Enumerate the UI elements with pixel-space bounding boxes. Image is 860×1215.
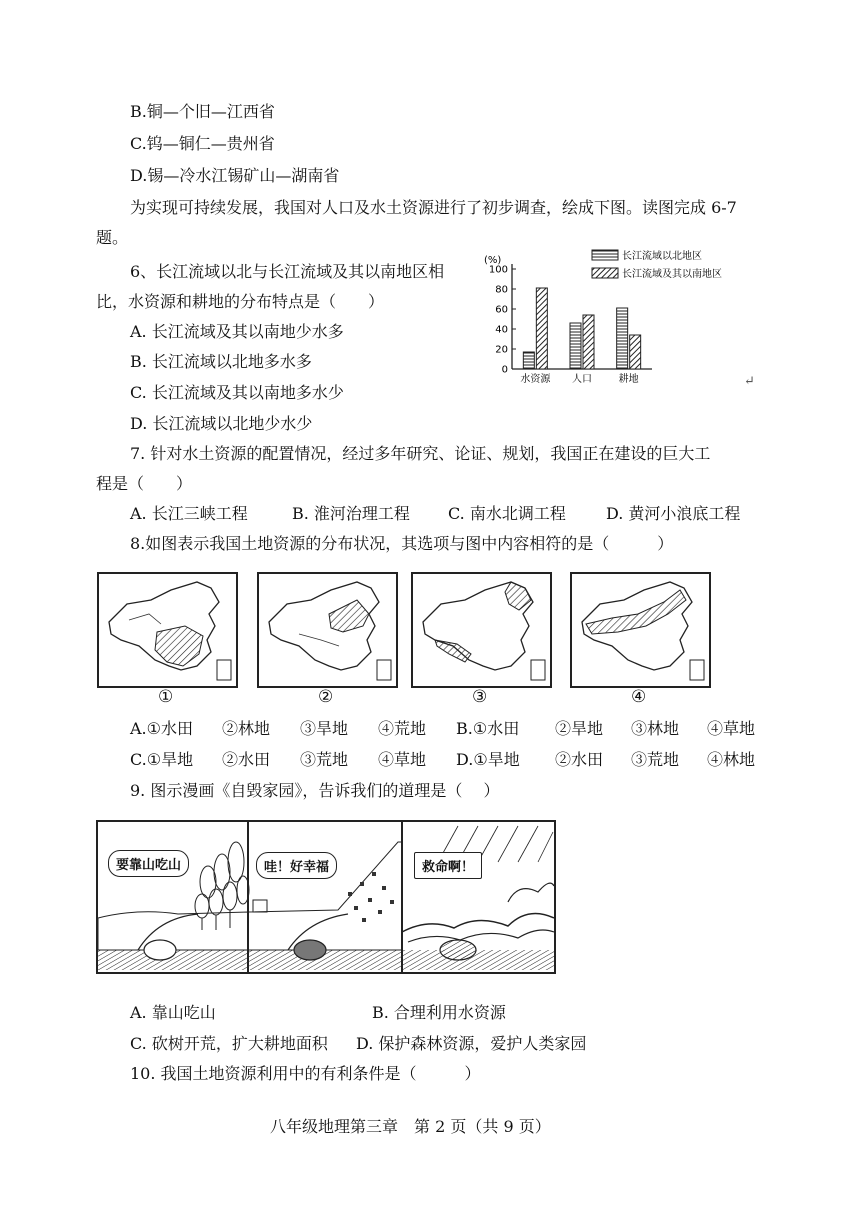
comic-drawing [98,822,554,972]
y-tick-label: 0 [501,364,508,376]
legend-swatch [592,250,618,260]
option-c: C.钨—铜仁—贵州省 [130,134,275,153]
q8-option-c-2: ②水田 [222,750,271,769]
q9-option-c: C. 砍树开荒，扩大耕地面积 [130,1034,328,1053]
q6-stem-2: 比，水资源和耕地的分布特点是（ ） [96,292,385,311]
map-label-4: ④ [631,687,647,707]
legend-label: 长江流域及其以南地区 [622,269,722,280]
bar [536,288,547,369]
y-tick-label: 40 [495,324,508,336]
y-axis-label: (%) [484,255,502,266]
q8-stem: 8.如图表示我国土地资源的分布状况，其选项与图中内容相符的是（ ） [130,534,674,553]
q8-option-b-1: B.①水田 [456,719,520,738]
y-tick-label: 100 [488,264,508,276]
q8-option-b-4: ④草地 [707,719,756,738]
q8-option-a-3: ③旱地 [300,719,349,738]
map-label-3: ③ [472,687,488,707]
intro-text-1: 为实现可持续发展，我国对人口及水土资源进行了初步调查，绘成下图。读图完成 6-7 [130,198,737,217]
legend-label: 长江流域以北地区 [622,251,702,262]
bar [570,323,581,369]
q7-option-d: D. 黄河小浪底工程 [606,504,741,523]
q8-option-c-3: ③荒地 [300,750,349,769]
y-tick-label: 80 [495,284,508,296]
q7-option-c: C. 南水北调工程 [448,504,566,523]
option-d: D.锡—冷水江锡矿山—湖南省 [130,166,340,185]
resource-bar-chart [482,244,762,394]
q6-option-a: A. 长江流域及其以南地少水多 [130,322,344,341]
q9-option-a: A. 靠山吃山 [130,1003,216,1022]
legend-swatch [592,268,618,278]
comic-bubble-1: 要靠山吃山 [108,850,189,877]
q8-option-b-3: ③林地 [631,719,680,738]
q8-option-a-1: A.①水田 [130,719,193,738]
q6-stem-1: 6、长江流域以北与长江流域及其以南地区相 [130,262,445,281]
q10-stem: 10. 我国土地资源利用中的有利条件是（ ） [130,1064,481,1083]
china-map-2 [259,574,396,686]
q6-option-d: D. 长江流域以北地少水少 [130,414,313,433]
y-tick-label: 60 [495,304,508,316]
q8-option-d-2: ②水田 [555,750,604,769]
q8-option-c-4: ④草地 [378,750,427,769]
q8-option-b-2: ②旱地 [555,719,604,738]
map-2 [257,572,398,688]
map-label-2: ② [318,687,334,707]
q8-option-c-1: C.①旱地 [130,750,194,769]
q8-option-d-4: ④林地 [707,750,756,769]
x-tick-label: 耕地 [618,374,639,385]
bar [523,352,534,369]
x-tick-label: 人口 [572,374,592,385]
option-b: B.铜—个旧—江西省 [130,102,275,121]
q6-option-c: C. 长江流域及其以南地多水少 [130,383,344,402]
china-map-3 [413,574,550,686]
q8-option-a-2: ②林地 [222,719,271,738]
map-4 [570,572,711,688]
q6-option-b: B. 长江流域以北地多水多 [130,352,312,371]
china-map-1 [99,574,236,686]
comic-bubble-3: 救命啊！ [414,852,482,879]
q8-option-d-3: ③荒地 [631,750,680,769]
q7-option-a: A. 长江三峡工程 [130,504,248,523]
q8-option-a-4: ④荒地 [378,719,427,738]
bar [630,335,641,369]
q8-option-d-1: D.①旱地 [456,750,520,769]
y-tick-label: 20 [495,344,508,356]
q9-option-d: D. 保护森林资源，爱护人类家园 [356,1034,587,1053]
page-footer: 八年级地理第三章 第 2 页（共 9 页） [270,1117,551,1136]
q7-stem-1: 7. 针对水土资源的配置情况，经过多年研究、论证、规划，我国正在建设的巨大工 [130,444,711,463]
intro-text-2: 题。 [96,228,129,247]
return-mark: ↵ [744,374,755,389]
china-map-4 [572,574,709,686]
map-3 [411,572,552,688]
comic-bubble-2: 哇！好幸福 [256,852,337,879]
q9-option-b: B. 合理利用水资源 [372,1003,506,1022]
x-tick-label: 水资源 [520,374,551,385]
q9-stem: 9. 图示漫画《自毁家园》，告诉我们的道理是（ ） [130,781,500,800]
bar [583,315,594,369]
map-label-1: ① [158,687,174,707]
map-1 [97,572,238,688]
q7-stem-2: 程是（ ） [96,474,193,493]
q7-option-b: B. 淮河治理工程 [292,504,410,523]
bar [617,308,628,369]
comic-self-destroying-home [96,820,556,974]
